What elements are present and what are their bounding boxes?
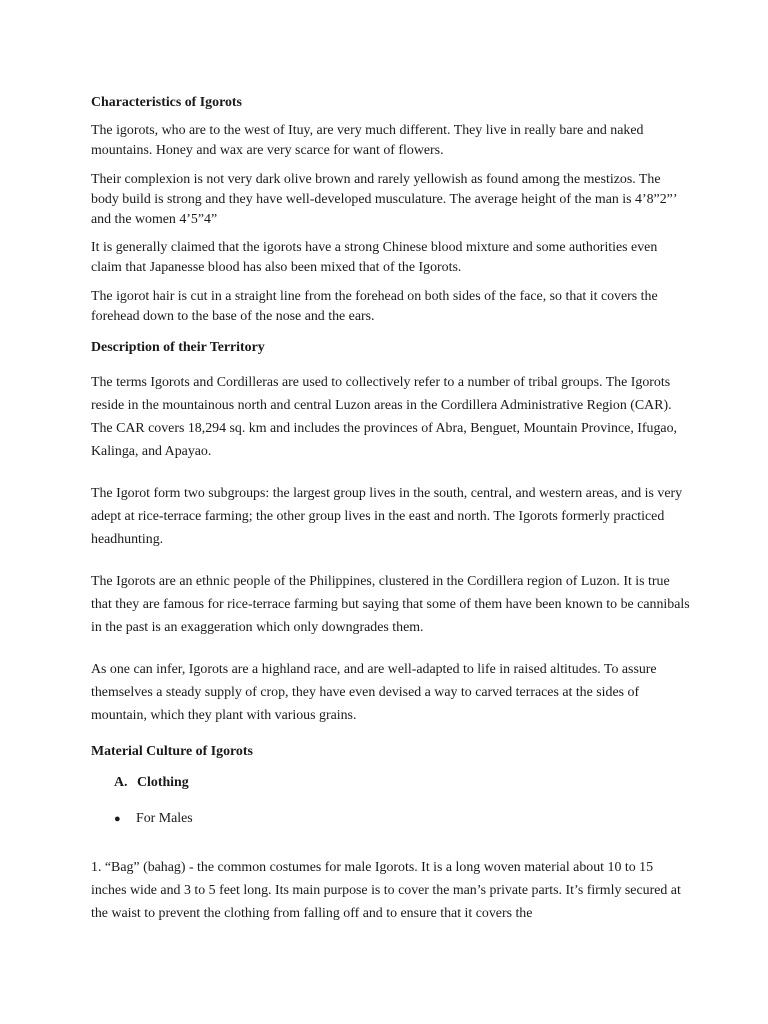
bullet-item-label: For Males <box>136 811 193 826</box>
paragraph-bahag: 1. “Bag” (bahag) - the common costumes for male Igorots. It is a long woven material about 10 to 15 inches wide and 3 to 5 feet long. Its main purpose is to cover the man’s private parts. It’s firmly secured at the waist to prevent the clothing from falling off and to ensure that it covers the <box>91 860 681 921</box>
heading-characteristics: Characteristics of Igorots <box>91 95 242 110</box>
paragraph-hair: The igorot hair is cut in a straight line from the forehead on both sides of the face, so that it covers the forehead down to the base of the nose and the ears. <box>91 289 658 324</box>
bullet-icon: ● <box>114 813 121 825</box>
paragraph-ethnic-people: The Igorots are an ethnic people of the Philippines, clustered in the Cordillera region of Luzon. It is true that they are famous for rice-terrace farming but saying that some of them have been known to be cannibals in the past is an exaggeration which only downgrades them. <box>91 574 690 635</box>
paragraph-complexion: Their complexion is not very dark olive brown and rarely yellowish as found among the mestizos. The body build is strong and they have well-developed musculature. The average height of the man is 4’8”2”’ and the women 4’5”4” <box>91 172 677 227</box>
heading-territory: Description of their Territory <box>91 340 265 355</box>
list-item-clothing-label: Clothing <box>137 775 189 790</box>
list-item-clothing <box>114 772 189 793</box>
paragraph-subgroups: The Igorot form two subgroups: the largest group lives in the south, central, and western areas, and is very adept at rice-terrace farming; the other group lives in the east and north. The Igorots formerly practiced headhunting. <box>91 486 683 547</box>
paragraph-terms: The terms Igorots and Cordilleras are used to collectively refer to a number of tribal groups. The Igorots reside in the mountainous north and central Luzon areas in the Cordillera Administrative Region (CAR). The CAR covers 18,294 sq. km and includes the provinces of Abra, Benguet, Mountain Province, Ifugao, Kalinga, and Apayao. <box>91 375 677 459</box>
heading-material-culture: Material Culture of Igorots <box>91 744 253 759</box>
list-marker-a: A. <box>114 775 128 790</box>
paragraph-blood-mixture: It is generally claimed that the igorots have a strong Chinese blood mixture and some authorities even claim that Japanesse blood has also been mixed that of the Igorots. <box>91 240 658 275</box>
bullet-item-for-males <box>114 808 193 830</box>
paragraph-west-of-ituy: The igorots, who are to the west of Ituy, are very much different. They live in really bare and naked mountains. Honey and wax are very scarce for want of flowers. <box>91 123 644 158</box>
paragraph-highland-race: As one can infer, Igorots are a highland race, and are well-adapted to life in raised altitudes. To assure themselves a steady supply of crop, they have even devised a way to carved terraces at the sides of mountain, which they plant with various grains. <box>91 662 657 723</box>
